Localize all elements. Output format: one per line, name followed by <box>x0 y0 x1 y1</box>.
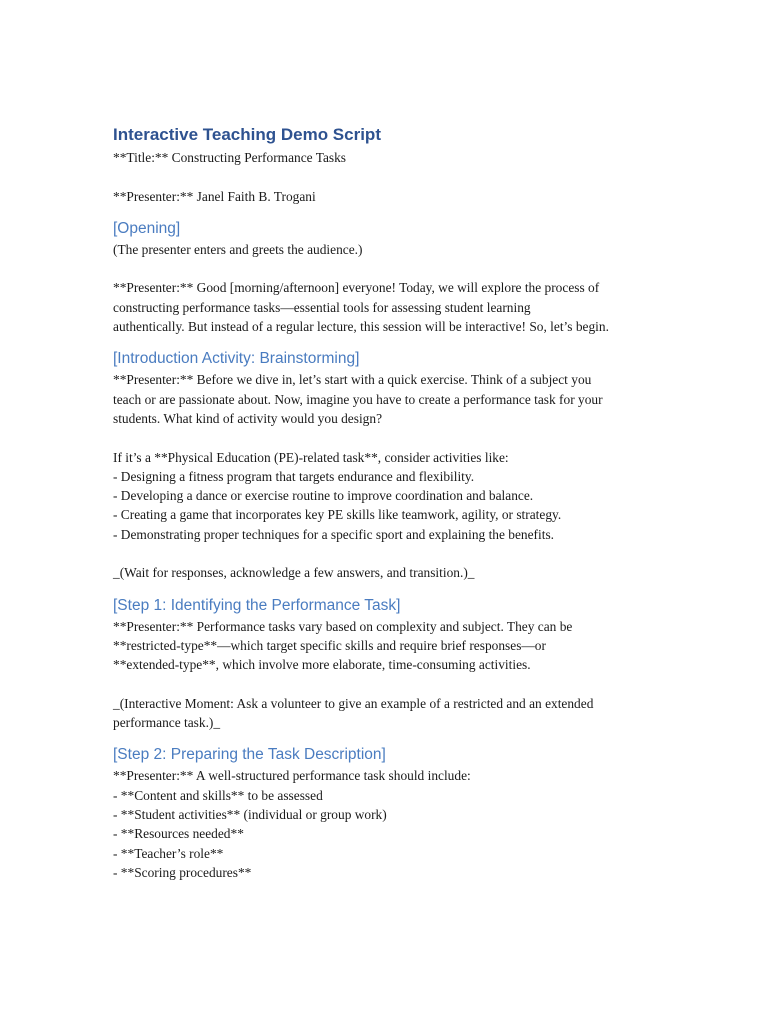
list-item: - Developing a dance or exercise routine to improve coordination and balance. <box>113 488 534 504</box>
step1-speech-line: **extended-type**, which involve more elaborate, time-consuming activities. <box>113 657 531 673</box>
list-item: - Demonstrating proper techniques for a specific sport and explaining the benefits. <box>113 526 555 542</box>
list-item: - **Content and skills** to be assessed <box>113 787 323 803</box>
step2-intro: **Presenter:** A well-structured performance task should include: <box>113 768 471 784</box>
list-item: - **Student activities** (individual or group work) <box>113 807 387 823</box>
heading-step-2: [Step 2: Preparing the Task Description] <box>113 746 386 764</box>
step1-speech-line: **Presenter:** Performance tasks vary based on complexity and subject. They can be <box>113 618 573 634</box>
list-item: - Creating a game that incorporates key PE skills like teamwork, agility, or strategy. <box>113 507 562 523</box>
list-item: - **Resources needed** <box>113 826 244 842</box>
opening-speech-line: authentically. But instead of a regular lecture, this session will be interactive! So, let’s begin. <box>113 319 609 335</box>
intro-speech-line: students. What kind of activity would you design? <box>113 410 383 426</box>
opening-speech-line: **Presenter:** Good [morning/afternoon] everyone! Today, we will explore the process of <box>113 280 600 296</box>
title-line: **Title:** Constructing Performance Tasks <box>113 150 347 165</box>
list-item: - **Scoring procedures** <box>113 864 252 880</box>
intro-speech-line: teach or are passionate about. Now, imagine you have to create a performance task for your <box>113 391 603 407</box>
presenter-line: **Presenter:** Janel Faith B. Trogani <box>113 188 316 204</box>
document-page <box>113 122 673 882</box>
stage-direction: (The presenter enters and greets the audience.) <box>113 241 363 257</box>
heading-opening: [Opening] <box>113 219 181 237</box>
heading-step-1: [Step 1: Identifying the Performance Task] <box>113 596 401 614</box>
document-title: Interactive Teaching Demo Script <box>113 125 381 144</box>
list-item: - **Teacher’s role** <box>113 845 224 861</box>
heading-introduction: [Introduction Activity: Brainstorming] <box>113 350 360 368</box>
pe-intro: If it’s a **Physical Education (PE)-related task**, consider activities like: <box>113 449 509 465</box>
interactive-moment-line: _(Interactive Moment: Ask a volunteer to give an example of a restricted and an extended <box>113 695 594 711</box>
interactive-moment-line: performance task.)_ <box>113 715 221 731</box>
intro-speech-line: **Presenter:** Before we dive in, let’s start with a quick exercise. Think of a subject you <box>113 372 592 388</box>
step1-speech-line: **restricted-type**—which target specific skills and require brief responses—or <box>113 637 546 653</box>
wait-direction: _(Wait for responses, acknowledge a few answers, and transition.)_ <box>113 565 475 581</box>
opening-speech-line: constructing performance tasks—essential tools for assessing student learning <box>113 299 531 315</box>
list-item: - Designing a fitness program that targets endurance and flexibility. <box>113 468 475 484</box>
